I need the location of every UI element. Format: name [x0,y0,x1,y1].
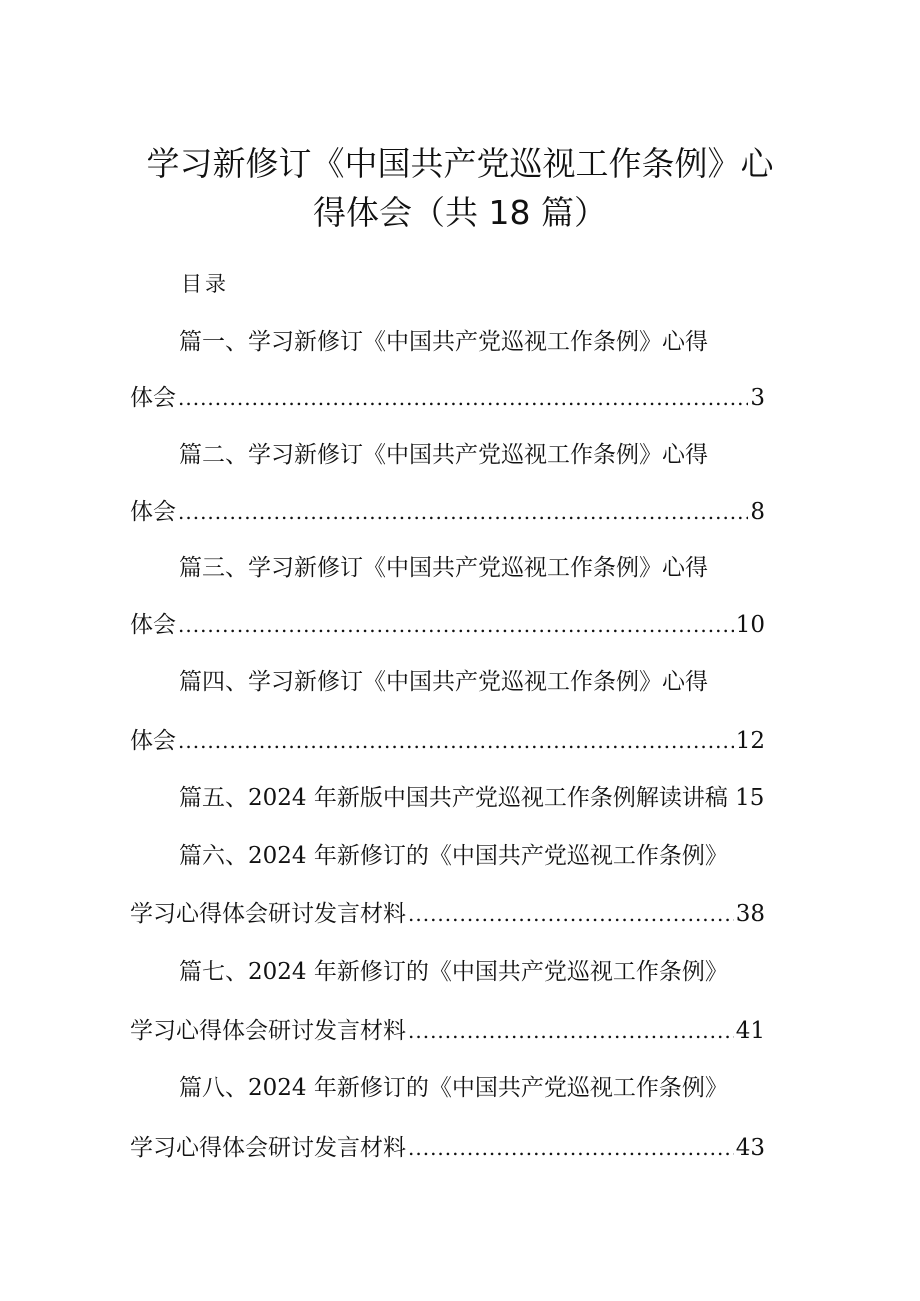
toc-entry-3-text: 体会 [130,612,176,638]
toc-leader-dots [408,1133,734,1163]
toc-entry-6-title[interactable]: 篇六、2024 年新修订的《中国共产党巡视工作条例》 [179,843,728,869]
toc-entry-7-text: 学习心得体会研讨发言材料 [130,1018,406,1044]
toc-entry-2-continuation[interactable] [130,497,765,527]
document-title-line-2: 得体会（共 18 篇） [313,193,607,232]
toc-entry-1-continuation[interactable] [130,383,765,413]
toc-entry-2-title[interactable]: 篇二、学习新修订《中国共产党巡视工作条例》心得 [179,442,708,468]
toc-entry-4-continuation[interactable] [130,726,765,756]
toc-entry-6-continuation[interactable] [130,899,765,929]
toc-entry-7-title[interactable]: 篇七、2024 年新修订的《中国共产党巡视工作条例》 [179,959,728,985]
toc-entry-5-title[interactable]: 篇五、2024 年新版中国共产党巡视工作条例解读讲稿 15 [179,785,765,811]
toc-entry-3-continuation[interactable] [130,610,765,640]
toc-entry-2-text: 体会 [130,499,176,525]
toc-entry-7-page: 41 [735,1018,765,1044]
toc-leader-dots [178,497,748,527]
toc-entry-4-title[interactable]: 篇四、学习新修订《中国共产党巡视工作条例》心得 [179,669,708,695]
toc-entry-1-text: 体会 [130,385,176,411]
document-title-line-1: 学习新修订《中国共产党巡视工作条例》心 [146,144,774,183]
toc-entry-6-text: 学习心得体会研讨发言材料 [130,901,406,927]
toc-entry-6-page: 38 [735,901,765,927]
toc-entry-2-page: 8 [750,499,765,525]
toc-entry-1-title[interactable]: 篇一、学习新修订《中国共产党巡视工作条例》心得 [179,329,708,355]
toc-leader-dots [408,1016,734,1046]
toc-entry-3-title[interactable]: 篇三、学习新修订《中国共产党巡视工作条例》心得 [179,555,708,581]
toc-leader-dots [178,610,734,640]
toc-entry-4-page: 12 [735,728,765,754]
toc-entry-8-text: 学习心得体会研讨发言材料 [130,1135,406,1161]
toc-entry-7-continuation[interactable] [130,1016,765,1046]
toc-leader-dots [178,383,748,413]
toc-heading: 目录 [181,272,229,296]
toc-entry-8-title[interactable]: 篇八、2024 年新修订的《中国共产党巡视工作条例》 [179,1075,728,1101]
toc-entry-4-text: 体会 [130,728,176,754]
toc-entry-3-page: 10 [735,612,765,638]
toc-entry-8-continuation[interactable] [130,1133,765,1163]
toc-entry-1-page: 3 [750,385,765,411]
toc-entry-8-page: 43 [735,1135,765,1161]
toc-leader-dots [408,899,734,929]
toc-leader-dots [178,726,734,756]
